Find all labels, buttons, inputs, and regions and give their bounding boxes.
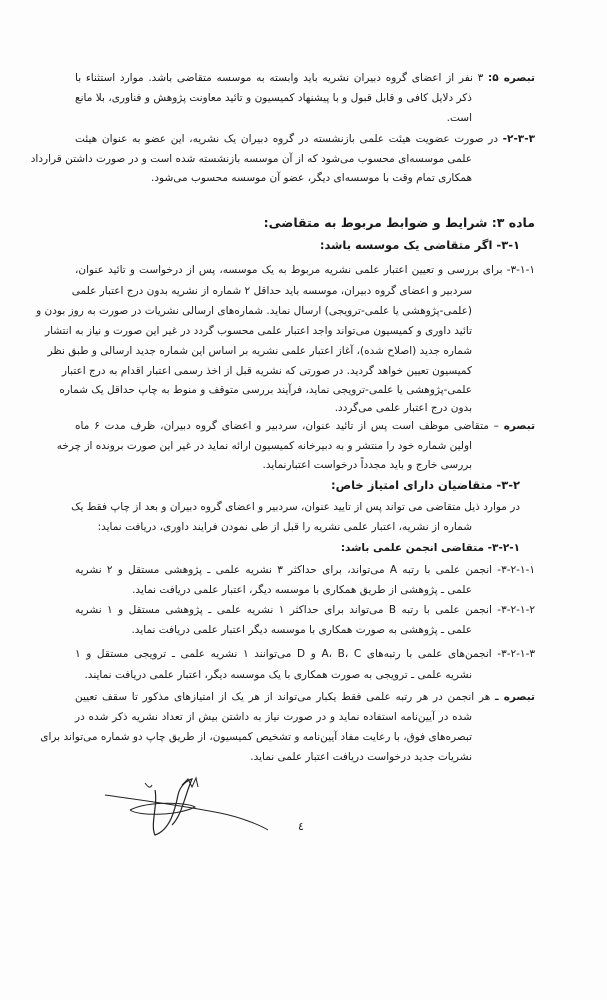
note-3-2-line	[75, 689, 535, 706]
clause-3-1-1-line: (علمی-پژوهشی یا علمی-ترویجی) ارسال نماید. شماره‌های ارسالی نشریات در صورت به روز بودن و	[36, 305, 472, 317]
note-5-line: است.	[446, 112, 472, 124]
clause-3-2-1-2-line: ۳-۲-۱-۲- انجمن علمی با رتبه B می‌تواند برای حداکثر ۱ نشریه علمی ـ پژوهشی مستقل و ۱ نشریه	[75, 604, 536, 616]
section-3-2-line: در موارد ذیل متقاضی می تواند پس از تایید عنوان، سردبیر و اعضای گروه دبیران و بعد از چاپ فقط یک	[71, 501, 520, 513]
note-label: تبصره ۵:	[488, 72, 535, 84]
note-5-line	[75, 70, 535, 87]
clause-3-1-1-line: تائید داوری و کمیسیون می‌تواند واجد اعتبار علمی محسوب گردد در غیر این صورت و نیاز به انتشار	[45, 325, 472, 337]
note-5-line: ذکر دلایل کافی و قابل قبول و با پیشنهاد کمیسیون و تائید معاونت پژوهش و فناوری، بلا مانع	[75, 92, 472, 104]
signature-image	[100, 775, 270, 845]
note-label: تبصره ـ	[495, 691, 535, 703]
text: ۳ نفر از اعضای گروه دبیران نشریه باید وابسته به موسسه متقاضی باشد. موارد استثناء با	[75, 72, 484, 84]
note-3-2-line: تبصره‌های فوق، با رعایت مفاد آیین‌نامه و تشخیص کمیسیون، از طریق چاپ دو شماره می‌تواند برای	[40, 731, 472, 743]
section-3-2-line: شماره از نشریه، اعتبار علمی نشریه را قبل از طی نمودن فرایند داوری، دریافت نماید:	[97, 521, 472, 533]
note-3-1-line: اولین شماره خود را منتشر و به دبیرخانه کمیسیون ارائه نماید در غیر این صورت برونده از چرخه	[56, 440, 472, 452]
clause-3-2-1-3-line: نشریه علمی ـ ترویجی به صورت همکاری با یک موسسه دیگر، اعتبار علمی دریافت نمایند.	[84, 669, 472, 681]
section-3-2-1-heading: ۳-۲-۱- متقاضی انجمن علمی باشد:	[340, 542, 520, 554]
clause-3-1-1-line: علمی-پژوهشی یا علمی-ترویجی نماید، فرآیند بررسی متوقف و منوط به چاپ حداقل یک شماره	[59, 384, 472, 396]
text: – متقاضی موظف است پس از تائید عنوان، سردبیر و اعضای گروه دبیران، ظرف مدت ۶ ماه	[75, 420, 499, 432]
page-number: ٤	[298, 820, 304, 833]
clause-3-1-1-line: سردبیر و اعضای گروه دبیران، موسسه باید حداقل ۲ شماره از نشریه بدون درج اعتبار علمی	[71, 285, 472, 297]
note-3-1-line: بررسی خارج و باید مجدداً درخواست اعتبارنماید.	[262, 459, 472, 471]
note-3-2-line: شده در آیین‌نامه استفاده نماید و در صورت نیاز به داشتن بیش از تعداد نشریه ذکر شده در	[75, 711, 472, 723]
clause-3-1-1-line: کمیسیون تعیین خواهد گردید. در صورتی که نشریه قبل از اخذ رسمی اعتبار اقدام به درج اعتبار	[61, 365, 472, 377]
clause-3-2-1-1-line: ۳-۲-۱-۱- انجمن علمی با رتبه A می‌تواند، برای حداکثر ۳ نشریه علمی ـ پژوهشی مستقل و ۲ نشریه	[75, 564, 535, 576]
article-3-heading: ماده ۳: شرایط و ضوابط مربوط به متقاضی:	[263, 215, 535, 230]
note-3-1-line	[75, 418, 535, 435]
clause-3-1-1-line: ۳-۱-۱- برای بررسی و تعیین اعتبار علمی نشریه مربوط به یک موسسه، پس از درخواست و تائید عنوان،	[75, 264, 535, 276]
note-3-2-line: نشریات جدید درخواست دریافت اعتبار علمی نماید.	[250, 751, 472, 763]
clause-3-2-1-1-line: علمی ـ پژوهشی از طریق همکاری با موسسه دیگر، اعتبار علمی دریافت نماید.	[132, 584, 472, 596]
note-label: تبصره	[503, 420, 536, 432]
clause-3-2-1-3-line: ۳-۲-۱-۳- انجمن‌های علمی با رتبه‌های A، B، C و D می‌توانند ۱ نشریه علمی ـ ترویجی مستقل و ۱	[75, 648, 536, 660]
clause-2-3-3-line: علمی موسسه‌ای محسوب می‌شود که از آن موسسه بازنشسته شده است و در صورت داشتن قرارداد	[30, 153, 472, 165]
clause-3-1-1-line: شماره جدید (اصلاح شده)، آغاز اعتبار علمی نشریه بر اساس این شماره جدید ارسالی و طبق نظر	[47, 345, 472, 357]
section-3-1-heading: ۳-۱- اگر متقاضی یک موسسه باشد:	[319, 238, 520, 252]
text: هر انجمن در هر رتبه علمی فقط یکبار می‌تواند از هر یک از امتیازهای مذکور تا سقف تعیین	[75, 691, 491, 703]
text: در صورت عضویت هیئت علمی بازنشسته در گروه دبیران یک نشریه، این عضو به عنوان هیئت	[75, 133, 498, 145]
clause-2-3-3-line: همکاری تمام وقت با موسسه‌ای دیگر، عضو آن موسسه محسوب می‌شود.	[151, 172, 472, 184]
clause-3-2-1-2-line: علمی ـ پژوهشی به صورت همکاری با موسسه دیگر اعتبار علمی دریافت نماید.	[131, 624, 472, 636]
clause-3-1-1-line: بدون درج اعتبار علمی می‌گردد.	[334, 402, 472, 414]
clause-2-3-3-line	[75, 131, 535, 148]
clause-label: ۲-۳-۳-	[502, 133, 535, 145]
section-3-2-heading: ۳-۲- متقاضیان دارای امتیاز خاص:	[331, 478, 520, 492]
